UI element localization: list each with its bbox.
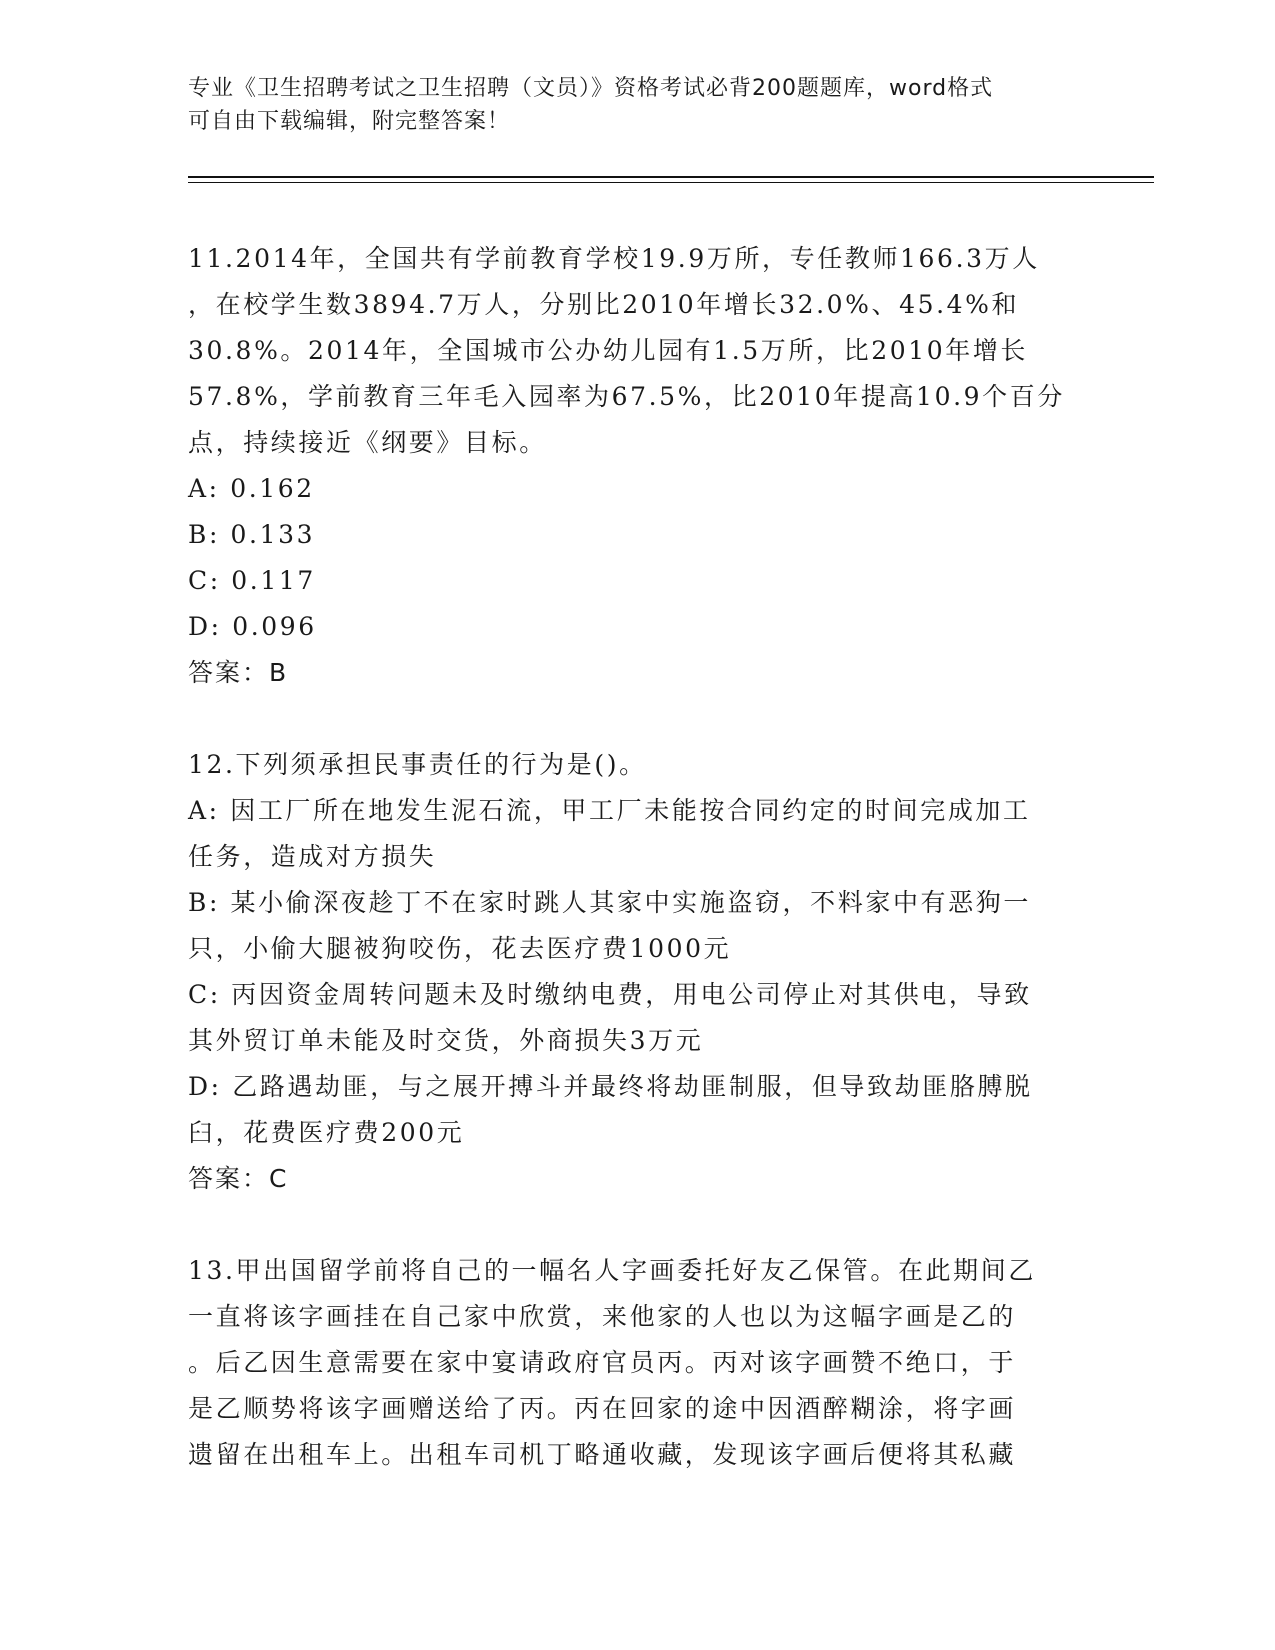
header-line: 专业《卫生招聘考试之卫生招聘（文员）》资格考试必背200题题库，word格式: [188, 76, 994, 101]
option-a-continued: 任务，造成对方损失: [188, 842, 437, 871]
question-13: [188, 1248, 1088, 1478]
option-c-continued: 其外贸订单未能及时交货，外商损失3万元: [188, 1026, 704, 1055]
option-b-continued: 只，小偷大腿被狗咬伤，花去医疗费1000元: [188, 934, 732, 963]
option-c: C: 丙因资金周转问题未及时缴纳电费，用电公司停止对其供电，导致: [188, 980, 1032, 1009]
question-text-line: 13.甲出国留学前将自己的一幅名人字画委托好友乙保管。在此期间乙: [188, 1256, 1036, 1285]
question-12: [188, 742, 1088, 1202]
header-divider: [188, 176, 1154, 178]
option-b: B: 0.133: [188, 520, 316, 549]
question-text-line: 57.8%，学前教育三年毛入园率为67.5%，比2010年提高10.9个百分: [188, 382, 1065, 411]
question-spacer: [188, 696, 1088, 742]
option-a: A: 0.162: [188, 474, 315, 503]
option-c: C: 0.117: [188, 566, 316, 595]
header-line: 可自由下载编辑，附完整答案！: [188, 109, 511, 134]
question-11: [188, 236, 1088, 696]
question-text-line: 点，持续接近《纲要》目标。: [188, 428, 547, 457]
document-header: [188, 72, 1068, 138]
option-d: D: 0.096: [188, 612, 317, 641]
question-spacer: [188, 1202, 1088, 1248]
question-text-line: 遗留在出租车上。出租车司机丁略通收藏，发现该字画后便将其私藏: [188, 1440, 1017, 1469]
option-d-continued: 臼，花费医疗费200元: [188, 1118, 465, 1147]
answer-label: 答案：C: [188, 1164, 289, 1193]
header-divider: [188, 182, 1154, 183]
question-text-line: 11.2014年，全国共有学前教育学校19.9万所，专任教师166.3万人: [188, 244, 1040, 273]
question-text-line: ，在校学生数3894.7万人，分别比2010年增长32.0%、45.4%和: [188, 290, 1020, 319]
answer-label: 答案：B: [188, 658, 289, 687]
question-list: [188, 236, 1088, 1478]
question-text-line: 。后乙因生意需要在家中宴请政府官员丙。丙对该字画赞不绝口，于: [188, 1348, 1017, 1377]
question-text-line: 30.8%。2014年，全国城市公办幼儿园有1.5万所，比2010年增长: [188, 336, 1029, 365]
question-text-line: 12.下列须承担民事责任的行为是()。: [188, 750, 647, 779]
option-d: D: 乙路遇劫匪，与之展开搏斗并最终将劫匪制服，但导致劫匪胳膊脱: [188, 1072, 1033, 1101]
question-text-line: 一直将该字画挂在自己家中欣赏，来他家的人也以为这幅字画是乙的: [188, 1302, 1017, 1331]
option-b: B: 某小偷深夜趁丁不在家时跳人其家中实施盗窃，不料家中有恶狗一: [188, 888, 1031, 917]
option-a: A: 因工厂所在地发生泥石流，甲工厂未能按合同约定的时间完成加工: [188, 796, 1031, 825]
question-text-line: 是乙顺势将该字画赠送给了丙。丙在回家的途中因酒醉糊涂，将字画: [188, 1394, 1017, 1423]
